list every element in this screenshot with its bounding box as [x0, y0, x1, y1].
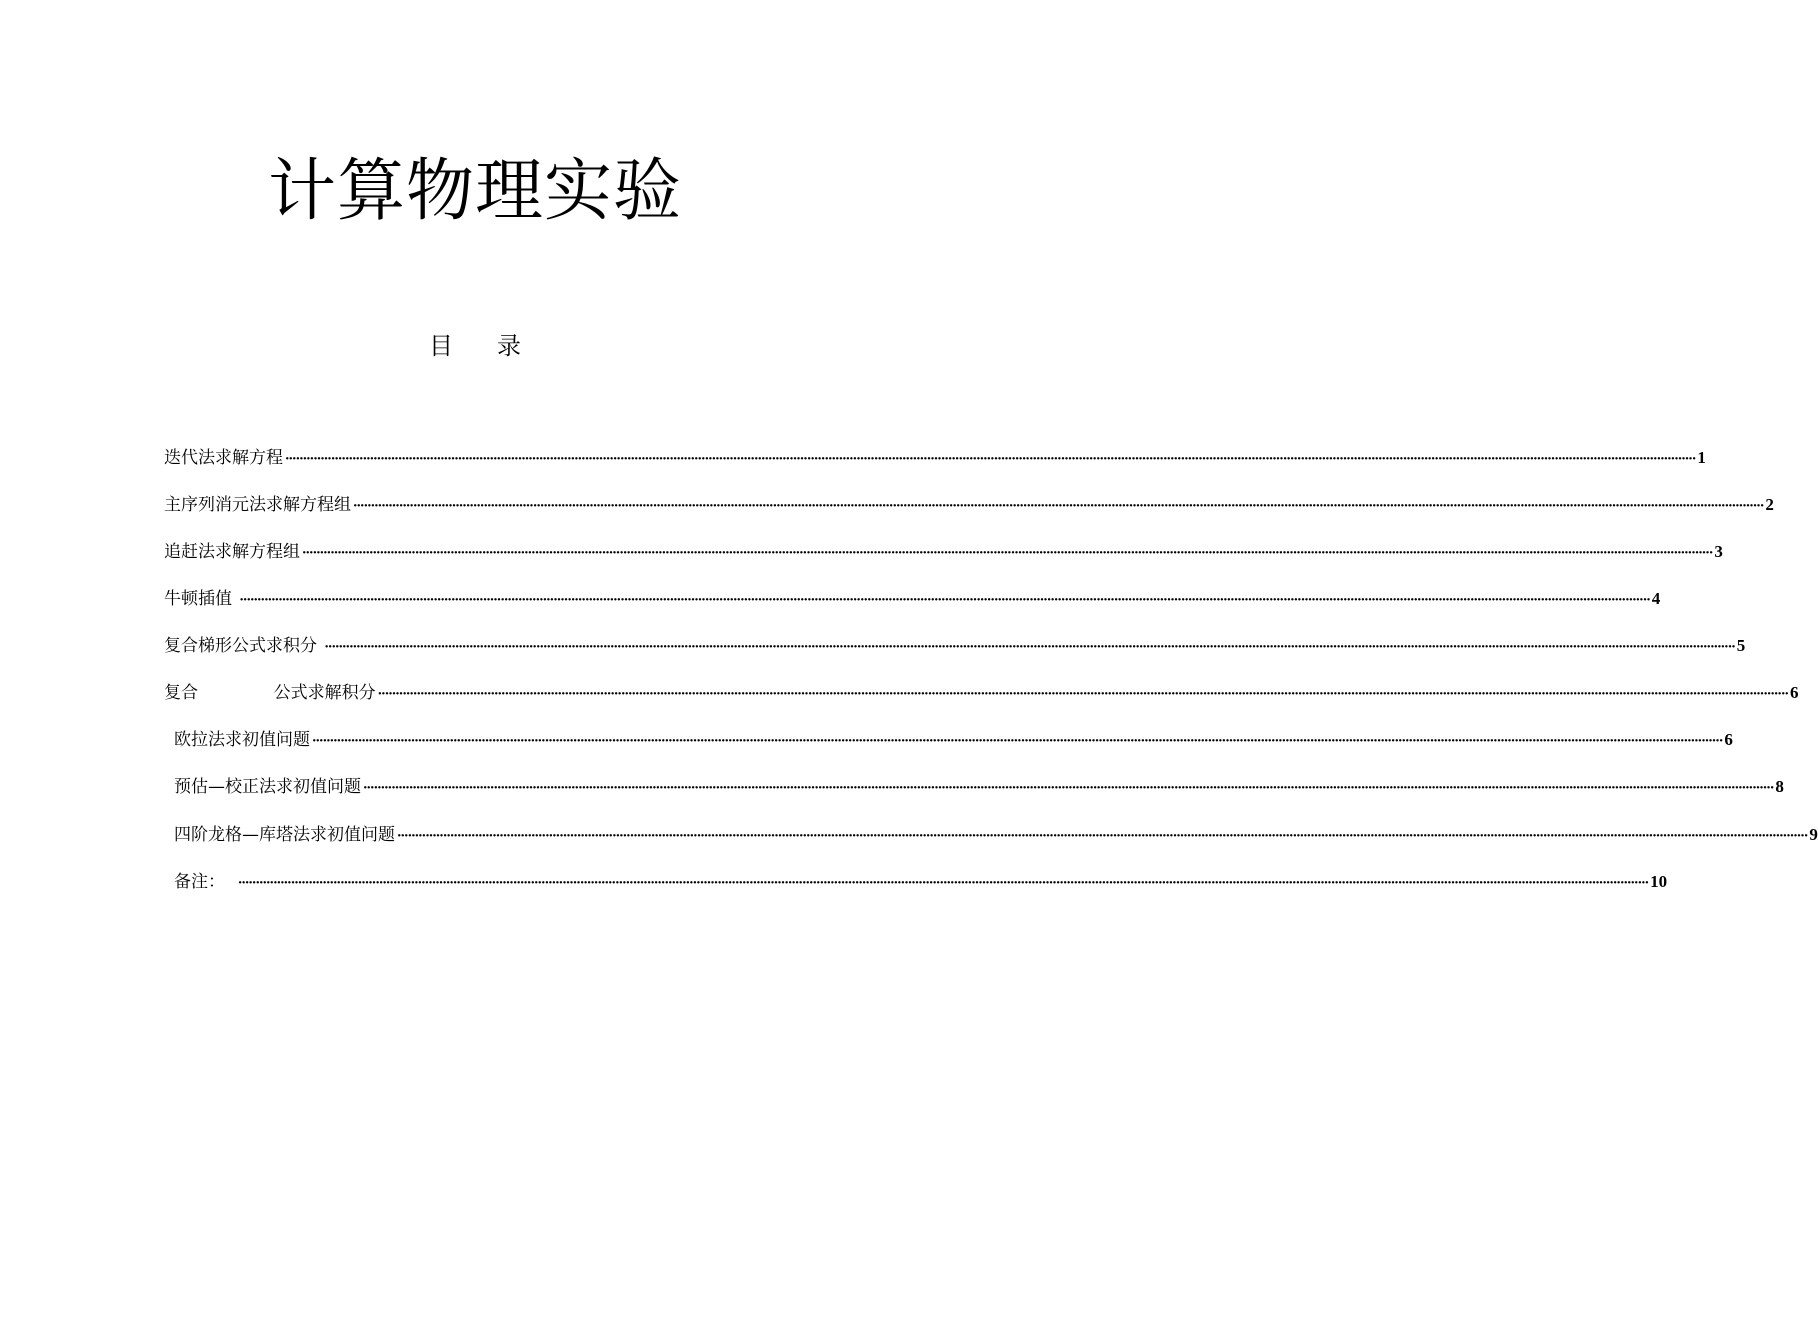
- toc-dot-leader: ················································································································································································································································································································································································································: [397, 829, 1808, 844]
- toc-entry-label: 追赶法求解方程组: [164, 542, 300, 562]
- toc-entry-iteration-method[interactable]: [164, 445, 1706, 471]
- toc-heading-char-2: 录: [497, 332, 521, 360]
- toc-dot-leader: ················································································································································································································································································································································································································: [302, 546, 1713, 561]
- toc-entry-euler-method[interactable]: [174, 727, 1733, 753]
- toc-dot-leader: ················································································································································································································································································································································································································: [312, 734, 1723, 749]
- document-title: 计算物理实验: [267, 152, 682, 231]
- toc-entry-label: 备注：: [174, 872, 236, 892]
- toc-entry-newton-interpolation[interactable]: [164, 586, 1661, 612]
- toc-dot-leader: ················································································································································································································································································································································································································: [285, 452, 1696, 467]
- toc-entry-notes[interactable]: [174, 869, 1668, 895]
- toc-entry-label: 迭代法求解方程: [164, 448, 283, 468]
- toc-entry-label: 四阶龙格—库塔法求初值问题: [174, 825, 395, 845]
- toc-entry-label: 复合 公式求解积分: [164, 683, 376, 703]
- toc-entry-label: 欧拉法求初值问题: [174, 730, 310, 750]
- toc-page-number: 6: [1724, 730, 1733, 749]
- toc-entry-label: 牛顿插值: [164, 589, 238, 609]
- toc-entry-label: 复合梯形公式求积分: [164, 636, 323, 656]
- toc-page-number: 3: [1714, 542, 1723, 561]
- toc-entry-composite-integration[interactable]: [164, 680, 1799, 706]
- toc-page-number: 5: [1736, 636, 1746, 655]
- toc-page-number: 9: [1809, 825, 1818, 844]
- toc-heading-char-1: 目: [429, 332, 453, 360]
- toc-page-number: 2: [1765, 495, 1774, 514]
- toc-page-number: 8: [1775, 777, 1784, 796]
- toc-entry-label: 主序列消元法求解方程组: [164, 495, 351, 515]
- toc-dot-leader: ················································································································································································································································································································································································································: [324, 640, 1735, 655]
- toc-entry-trapezoid-rule[interactable]: [164, 633, 1746, 659]
- toc-entry-gaussian-elimination[interactable]: [164, 492, 1774, 518]
- toc-page-number: 6: [1790, 683, 1799, 702]
- toc-page-number: 1: [1697, 448, 1706, 467]
- toc-entry-predictor-corrector[interactable]: [174, 774, 1784, 800]
- toc-entry-thomas-algorithm[interactable]: [164, 539, 1723, 565]
- toc-dot-leader: ················································································································································································································································································································································································································: [237, 876, 1649, 891]
- toc-entry-label: 预估—校正法求初值问题: [174, 777, 361, 797]
- toc-page-number: 10: [1650, 872, 1668, 891]
- toc-dot-leader: ················································································································································································································································································································································································································: [377, 687, 1789, 702]
- toc-dot-leader: ················································································································································································································································································································································································································: [363, 781, 1774, 796]
- toc-page-number: 4: [1651, 589, 1661, 608]
- toc-entry-runge-kutta[interactable]: [174, 822, 1818, 848]
- toc-dot-leader: ················································································································································································································································································································································································································: [239, 593, 1650, 608]
- toc-dot-leader: ················································································································································································································································································································································································································: [353, 499, 1764, 514]
